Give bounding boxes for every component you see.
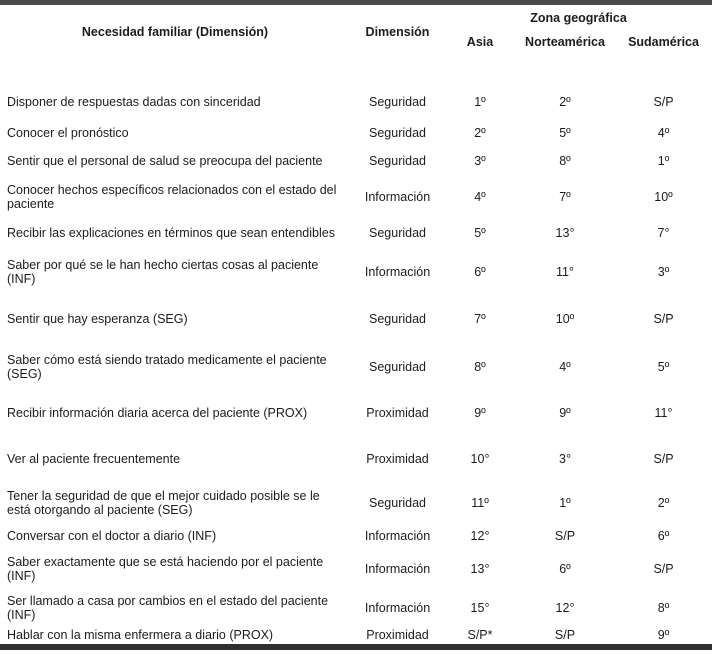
need-cell: Conocer el pronóstico (7, 125, 129, 140)
need-cell: Ser llamado a casa por cambios en el estado del paciente (INF) (7, 593, 329, 622)
norteamerica-cell: 7º (559, 189, 571, 204)
asia-cell: 11º (471, 496, 489, 510)
need-cell: Sentir que el personal de salud se preocupa del paciente (7, 153, 323, 168)
asia-cell: 15° (470, 600, 490, 615)
zone-group-header: Zona geográfica (530, 10, 627, 25)
sudamerica-cell: 8º (657, 600, 670, 615)
norteamerica-cell: 11° (556, 264, 574, 279)
asia-cell: 1º (474, 94, 486, 109)
need-column-header: Necesidad familiar (Dimensión) (81, 24, 269, 39)
need-cell: Conversar con el doctor a diario (INF) (7, 528, 217, 543)
asia-cell: 8º (474, 360, 486, 374)
dimension-cell: Información (364, 189, 431, 204)
norteamerica-cell: 8º (559, 153, 571, 168)
zone-asia-header: Asia (466, 34, 494, 49)
zone-sudamerica-header: Sudamérica (628, 34, 699, 49)
table-row (0, 433, 712, 485)
table-row (0, 589, 712, 627)
sudamerica-cell: 1º (657, 153, 670, 168)
asia-cell: 6º (474, 264, 486, 279)
asia-cell: 13° (470, 562, 490, 576)
asia-cell: 4º (474, 189, 486, 204)
zone-norteamerica-header: Norteamérica (525, 34, 605, 49)
sudamerica-cell: S/P (653, 94, 674, 109)
norteamerica-cell: 1º (559, 496, 571, 510)
sudamerica-cell: S/P (653, 562, 674, 576)
table-row (0, 297, 712, 342)
need-cell: Saber exactamente que se está haciendo por el paciente (INF) (7, 555, 324, 583)
sudamerica-cell: 6º (657, 528, 670, 543)
dimension-cell: Seguridad (369, 312, 426, 326)
table-row (0, 485, 712, 522)
need-cell: Ver al paciente frecuentemente (7, 451, 181, 466)
asia-cell: 10° (470, 451, 490, 466)
dimension-cell: Seguridad (369, 94, 426, 109)
dimension-cell: Información (364, 562, 431, 576)
norteamerica-cell: 6º (559, 562, 571, 576)
norteamerica-cell: 2º (559, 94, 571, 109)
asia-cell: 9º (474, 405, 486, 420)
table-row (0, 119, 712, 147)
asia-cell: 7º (474, 312, 486, 326)
asia-cell: S/P* (467, 628, 493, 642)
need-cell: Recibir las explicaciones en términos que sean entendibles (7, 225, 335, 240)
dimension-cell: Seguridad (369, 125, 426, 140)
dimension-cell: Seguridad (369, 496, 426, 510)
dimension-cell: Seguridad (369, 360, 426, 374)
sudamerica-cell: 7° (657, 225, 670, 240)
sudamerica-cell: S/P (653, 312, 674, 326)
table-row (0, 550, 712, 589)
need-cell: Saber cómo está siendo tratado medicamente el paciente (SEG) (7, 353, 327, 381)
dimension-column-header: Dimensión (365, 24, 430, 39)
dimension-cell: Seguridad (369, 225, 426, 240)
asia-cell: 5º (474, 225, 486, 240)
table-row (0, 247, 712, 297)
need-cell: Saber por qué se le han hecho ciertas cosas al paciente (INF) (7, 257, 319, 286)
norteamerica-cell: 13° (555, 225, 575, 240)
need-cell: Sentir que hay esperanza (SEG) (7, 312, 188, 326)
dimension-cell: Información (364, 528, 431, 543)
sudamerica-cell: 9º (657, 628, 670, 642)
table-row (0, 342, 712, 393)
need-cell: Recibir información diaria acerca del paciente (PROX) (7, 405, 308, 420)
norteamerica-cell: 3° (559, 451, 571, 466)
table-row (0, 393, 712, 433)
norteamerica-cell: 12° (555, 600, 575, 615)
need-cell: Disponer de respuestas dadas con sinceridad (7, 94, 261, 109)
need-cell: Tener la seguridad de que el mejor cuidado posible se le está otorgando al paciente (SEG) (7, 489, 320, 517)
dimension-cell: Información (364, 264, 431, 279)
table-row (0, 522, 712, 550)
norteamerica-cell: 5º (559, 125, 571, 140)
norteamerica-cell: 9º (559, 405, 571, 420)
sudamerica-cell: 10º (654, 189, 673, 204)
dimension-cell: Proximidad (366, 451, 429, 466)
norteamerica-cell: 10º (555, 312, 575, 326)
norteamerica-cell: S/P (554, 628, 576, 642)
header-row-group (0, 3, 712, 31)
table-row (0, 147, 712, 175)
sudamerica-cell: 4º (657, 125, 670, 140)
asia-cell: 2º (474, 125, 486, 140)
sudamerica-cell: 5º (657, 360, 670, 374)
table-row (0, 219, 712, 247)
dimension-cell: Información (364, 600, 431, 615)
asia-cell: 3º (474, 153, 486, 168)
norteamerica-cell: S/P (554, 528, 576, 543)
dimension-cell: Proximidad (366, 405, 429, 420)
sudamerica-cell: S/P (653, 451, 674, 466)
sudamerica-cell: 11° (654, 405, 673, 420)
norteamerica-cell: 4º (559, 360, 571, 374)
sudamerica-cell: 3º (657, 264, 670, 279)
table-row (0, 59, 712, 119)
dimension-cell: Proximidad (366, 628, 429, 642)
dimension-cell: Seguridad (369, 153, 426, 168)
need-cell: Hablar con la misma enfermera a diario (PROX) (7, 628, 274, 642)
need-cell: Conocer hechos específicos relacionados con el estado del paciente (7, 182, 337, 211)
table-row (0, 627, 712, 647)
sudamerica-cell: 2º (657, 496, 670, 510)
asia-cell: 12° (470, 528, 490, 543)
table-row (0, 175, 712, 219)
